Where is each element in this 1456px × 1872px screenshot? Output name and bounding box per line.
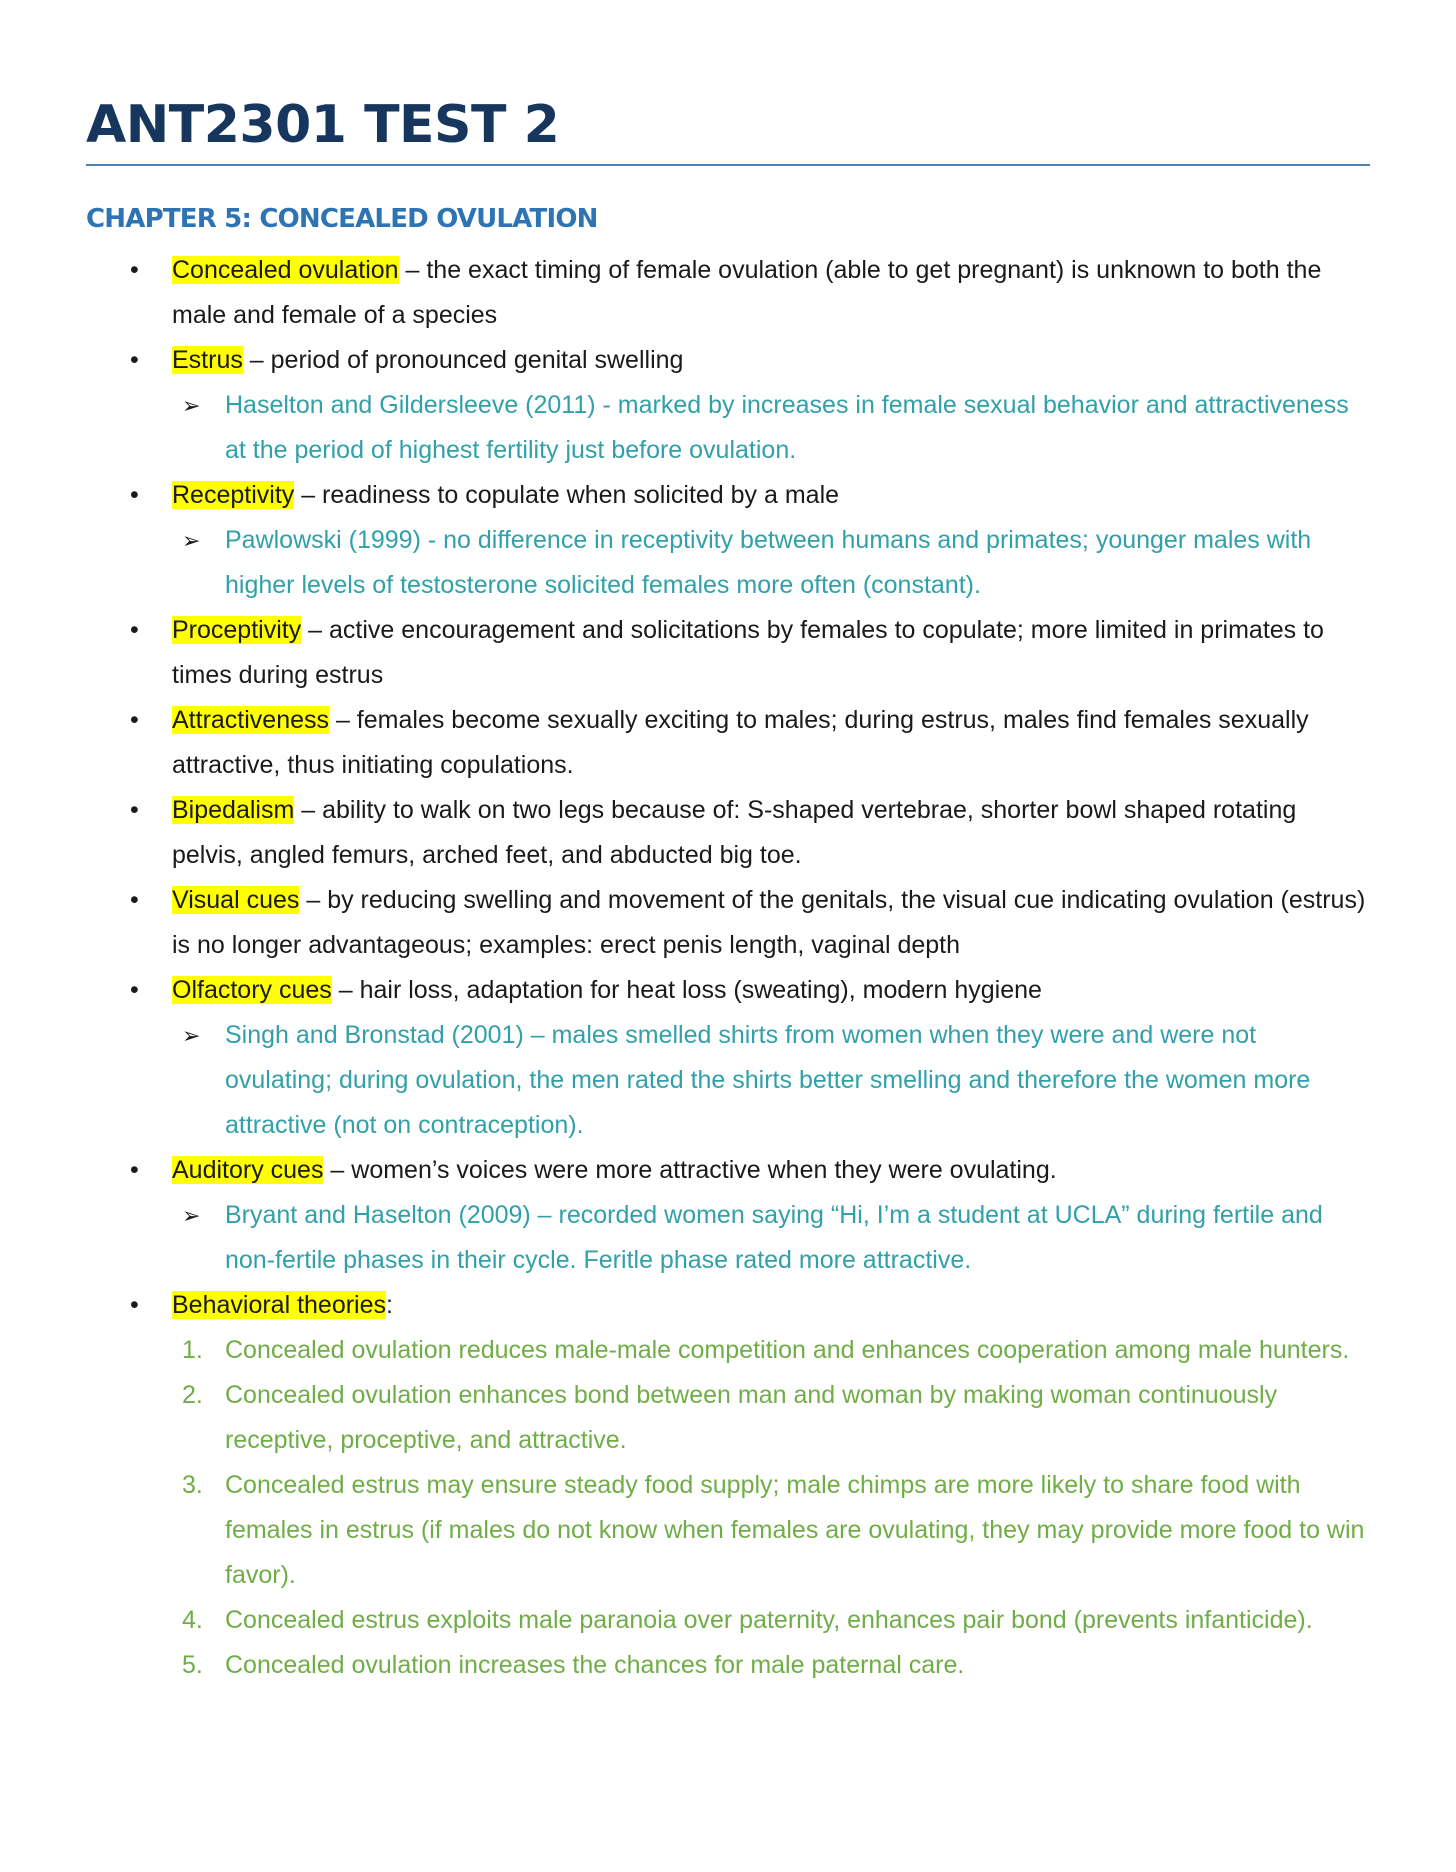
title-underline: [86, 164, 1370, 166]
bullet-item: [86, 1148, 1370, 1283]
theory-number: 2.: [182, 1381, 203, 1409]
term-definition: – the exact timing of female ovulation (able to get pregnant) is unknown to both the male and female of a species: [172, 256, 1322, 329]
bullet-item: [86, 338, 1370, 473]
highlighted-term: Receptivity: [172, 481, 295, 509]
bullet-dot-icon: •: [130, 976, 139, 1004]
highlighted-term: Visual cues: [172, 886, 300, 914]
behavioral-theories-list: [172, 1328, 1370, 1688]
document-page: [86, 92, 1370, 1688]
bullet-dot-icon: •: [130, 256, 139, 284]
study-citation: [86, 518, 1370, 608]
theory-item: [86, 1598, 1370, 1643]
study-citation: [86, 383, 1370, 473]
bullet-dot-icon: •: [130, 1291, 139, 1319]
highlighted-term: Bipedalism: [172, 796, 295, 824]
study-citation: [86, 1013, 1370, 1148]
theory-text: Concealed ovulation increases the chances for male paternal care.: [225, 1651, 965, 1679]
theory-number: 5.: [182, 1651, 203, 1679]
sub-list: [172, 383, 1370, 473]
bullet-dot-icon: •: [130, 346, 139, 374]
term-definition: :: [386, 1291, 393, 1319]
term-definition: – readiness to copulate when solicited by a male: [294, 481, 840, 509]
bullet-dot-icon: •: [130, 706, 139, 734]
highlighted-term: Attractiveness: [172, 706, 330, 734]
highlighted-term: Proceptivity: [172, 616, 302, 644]
term-definition: – females become sexually exciting to males; during estrus, males find females sexually attractive, thus initiating copulations.: [172, 706, 1309, 779]
bullet-item: [86, 968, 1370, 1148]
sub-list: [172, 1013, 1370, 1148]
bullet-item: [86, 878, 1370, 968]
bullet-item: [86, 608, 1370, 698]
sub-list: [172, 1193, 1370, 1283]
theory-item: [86, 1463, 1370, 1598]
sub-list: [172, 518, 1370, 608]
theory-text: Concealed ovulation reduces male-male competition and enhances cooperation among male hunters.: [225, 1336, 1350, 1364]
citation-text: Bryant and Haselton (2009) – recorded women saying “Hi, I’m a student at UCLA” during fertile and non-fertile phases in their cycle. Feritle phase rated more attractive.: [225, 1201, 1323, 1274]
highlighted-term: Auditory cues: [172, 1156, 324, 1184]
bullet-dot-icon: •: [130, 481, 139, 509]
study-citation: [86, 1193, 1370, 1283]
theory-item: [86, 1328, 1370, 1373]
theory-number: 1.: [182, 1336, 203, 1364]
arrow-bullet-icon: ➢: [182, 1023, 201, 1048]
term-definition: – ability to walk on two legs because of: S-shaped vertebrae, shorter bowl shaped rotating pelvis, angled femurs, arched feet, and abducted big toe.: [172, 796, 1297, 869]
bullet-dot-icon: •: [130, 616, 139, 644]
highlighted-term: Olfactory cues: [172, 976, 332, 1004]
theory-number: 3.: [182, 1471, 203, 1499]
bullet-item: [86, 473, 1370, 608]
arrow-bullet-icon: ➢: [182, 528, 201, 553]
document-title: ANT2301 TEST 2: [86, 95, 560, 155]
arrow-bullet-icon: ➢: [182, 1203, 201, 1228]
arrow-bullet-icon: ➢: [182, 393, 201, 418]
highlighted-term: Concealed ovulation: [172, 256, 399, 284]
theory-text: Concealed ovulation enhances bond between man and woman by making woman continuously receptive, proceptive, and attractive.: [225, 1381, 1278, 1454]
bullet-item: [86, 248, 1370, 338]
theory-text: Concealed estrus exploits male paranoia over paternity, enhances pair bond (prevents infanticide).: [225, 1606, 1313, 1634]
theory-number: 4.: [182, 1606, 203, 1634]
term-definition: – active encouragement and solicitations by females to copulate; more limited in primates to times during estrus: [172, 616, 1324, 689]
bullet-item: [86, 1283, 1370, 1688]
bullet-dot-icon: •: [130, 1156, 139, 1184]
term-definition: – period of pronounced genital swelling: [242, 346, 684, 374]
term-definition: – women’s voices were more attractive when they were ovulating.: [323, 1156, 1057, 1184]
theory-text: Concealed estrus may ensure steady food supply; male chimps are more likely to share food with females in estrus (if males do not know when females are ovulating, they may provide more food to win favor).: [225, 1471, 1365, 1589]
bullet-dot-icon: •: [130, 796, 139, 824]
term-definition: – hair loss, adaptation for heat loss (sweating), modern hygiene: [331, 976, 1042, 1004]
bullet-item: [86, 788, 1370, 878]
highlighted-term: Behavioral theories: [172, 1291, 387, 1319]
theory-item: [86, 1373, 1370, 1463]
bullet-list: [86, 248, 1370, 1688]
bullet-dot-icon: •: [130, 886, 139, 914]
theory-item: [86, 1643, 1370, 1688]
highlighted-term: Estrus: [172, 346, 243, 374]
term-definition: – by reducing swelling and movement of the genitals, the visual cue indicating ovulation (estrus) is no longer advantageous; examples: erect penis length, vaginal depth: [172, 886, 1366, 959]
citation-text: Pawlowski (1999) - no difference in receptivity between humans and primates; younger males with higher levels of testosterone solicited females more often (constant).: [225, 526, 1312, 599]
bullet-item: [86, 698, 1370, 788]
citation-text: Singh and Bronstad (2001) – males smelled shirts from women when they were and were not ovulating; during ovulation, the men rated the shirts better smelling and therefore the women more attractive (not on contraception).: [225, 1021, 1311, 1139]
citation-text: Haselton and Gildersleeve (2011) - marked by increases in female sexual behavior and attractiveness at the period of highest fertility just before ovulation.: [225, 391, 1349, 464]
chapter-heading: CHAPTER 5: CONCEALED OVULATION: [86, 204, 598, 234]
